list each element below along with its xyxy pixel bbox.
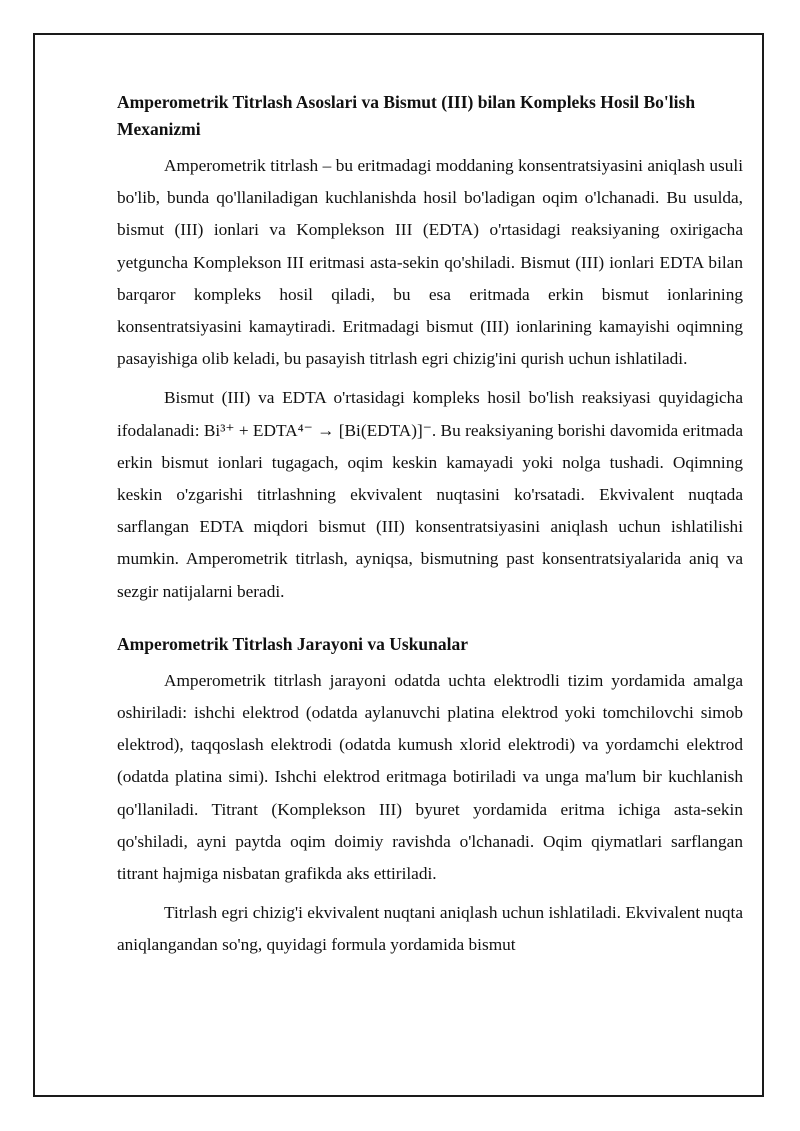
paragraph-method-overview: Amperometrik titrlash – bu eritmadagi moddaning konsentratsiyasini aniqlash usuli bo'lib, bunda qo'llaniladigan kuchlanishda hosil bo'ladigan oqim o'lchanadi. Bu usulda, bismut (III) ionlari va Komplekson III (EDTA) o'rtasidagi reaksiyaning oxirigacha yetguncha Komplekson III eritmasi asta-sekin qo'shiladi. Bismut (III) ionlari EDTA bilan barqaror kompleks hosil qiladi, bu esa eritmada erkin bismut ionlarining konsentratsiyasini kamaytiradi. Eritmadagi bismut (III) ionlarining kamayishi oqimning pasayishiga olib keladi, bu pasayish titrlash egri chizig'ini qurish uchun ishlatiladi. <box>117 156 743 369</box>
paragraph-electrode-system: Amperometrik titrlash jarayoni odatda uchta elektrodli tizim yordamida amalga oshiriladi: ishchi elektrod (odatda aylanuvchi platina elektrod yoki tomchilovchi simob elektrod), taqqoslash elektrodi (odatda kumush xlorid elektrodi) va yordamchi elektrod (odatda platina simi). Ishchi elektrod eritmaga botiriladi va unga ma'lum bir kuchlanish qo'llaniladi. Titrant (Komplekson III) byuret yordamida eritma ichiga asta-sekin qo'shiladi, ayni paytda oqim doimiy ravishda o'lchanadi. Oqim qiymatlari sarflangan titrant hajmiga nisbatan grafikda aks ettiriladi. <box>117 670 743 884</box>
section-heading-basics: Amperometrik Titrlash Asoslari va Bismut (III) bilan Kompleks Hosil Bo'lish Mexanizmi <box>117 92 696 139</box>
page-border <box>33 33 764 1097</box>
paragraph-complex-reaction: Bismut (III) va EDTA o'rtasidagi kompleks hosil bo'lish reaksiyasi quyidagicha ifodalanadi: Bi³⁺ + EDTA⁴⁻ → [Bi(EDTA)]⁻. Bu reaksiyaning borishi davomida eritmada erkin bismut ionlari tugagach, oqim keskin kamayadi yoki nolga tushadi. Oqimning keskin o'zgarishi titrlashning ekvivalent nuqtasini ko'rsatadi. Ekvivalent nuqtada sarflangan EDTA miqdori bismut (III) konsentratsiyasini aniqlash uchun ishlatilishi mumkin. Amperometrik titrlash, ayniqsa, bismutning past konsentratsiyalarida aniq va sezgir natijalarni beradi. <box>117 388 743 601</box>
document-body <box>117 89 743 969</box>
section-heading-process: Amperometrik Titrlash Jarayoni va Uskunalar <box>117 633 468 654</box>
paragraph-titration-curve: Titrlash egri chizig'i ekvivalent nuqtani aniqlash uchun ishlatiladi. Ekvivalent nuqta aniqlangandan so'ng, quyidagi formula yordamida bismut <box>117 903 743 955</box>
